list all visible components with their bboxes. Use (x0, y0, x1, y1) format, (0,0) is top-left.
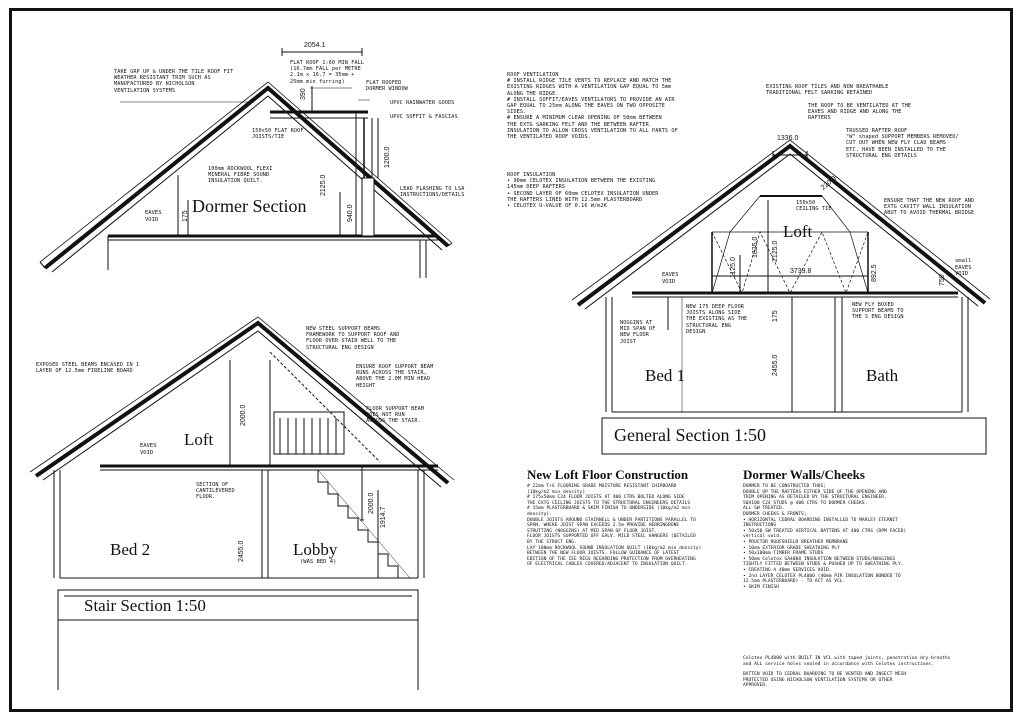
stair-lobby-sub: (WAS BED 4) (300, 559, 337, 565)
stair-dim-2455: 2455.0 (238, 540, 245, 562)
dormer-note-joists: 150x50 FLAT ROOF JOISTS/TIE (252, 128, 304, 141)
dormer-note-soffit: UPVC SOFFIT & FASCIAS (390, 114, 458, 120)
dormer-flat-roof-fall: FLAT ROOF 1:60 MIN FALL (16.7mm FALL per METRE 2.1m x 16.7 = 35mm + 25mm min furring) (290, 60, 365, 85)
dormer-section-title: Dormer Section (192, 196, 307, 216)
dormer-note-grp: TAKE GRP UP & UNDER THE TILE ROOF FIT WEATHER RESISTANT TRIM SUCH AS MANUFACTURED BY NICHOLSON VENTILATION SYSTEMS (114, 69, 234, 94)
stair-note-steel: NEW STEEL SUPPORT BEAMS FRAMEWORK TO SUPPORT ROOF AND FLOOR OVER STAIR WELL TO THE STRUCTURAL ENG DESIGN (306, 326, 400, 351)
general-dim-892: 892.5 (871, 264, 878, 282)
general-bed1-label: Bed 1 (645, 366, 686, 385)
general-note-joists: NEW 175 DEEP FLOOR JOISTS ALONG SIDE THE EXISTING AS THE STRUCTURAL ENG DESIGN (686, 304, 748, 335)
stair-note-roof-beam: ENSURE ROOF SUPPORT BEAM RUNS ACROSS THE STAIR, ABOVE THE 2.0M MIN HEAD HEIGHT (356, 364, 434, 389)
general-small-eaves: small EAVES VOID (955, 258, 972, 277)
stair-section-drawing (30, 317, 454, 578)
dormer-walls-text2: Celotex PL4000 with BUILT IN VCL with taped joints, penetration dry-breaths and ALL service holes sealed in accordance with Celotex instructions. (743, 656, 951, 667)
dormer-note-lead: LEAD FLASHING TO LSA INSTRUCTIONS/DETAILS (400, 186, 465, 199)
roof-ventilation-note: ROOF VENTILATION # INSTALL RIDGE TILE VENTS TO REPLACE AND MATCH THE EXISTING RIDGES WITH A VENTILATION GAP EQUAL TO 5mm ALONG THE RIDGE. # INSTALL SOFFIT/EAVES VENTILATORS TO PROVIDE AN AIR GAP EQUAL TO 25mm ALONG THE EAVES ON TWO OPPOSITE SIDES. # ENSURE A MINIMUM CLEAR OPENING OF 50mm BETWEEN THE EXTG SARKING FELT AND THE BETWEEN RAFTER INSULATION TO ALLOW CROSS VENTILATION TO ALL PARTS OF THE VENTILATED ROOF VOIDS. (507, 72, 678, 141)
dormer-dim-390: 390 (300, 88, 307, 100)
floor-construction-text: # 22mm T+G FLOORING GRADE MOISTURE RESISTANT CHIPBOARD (18kg/m2 min density) # 175x50mm C24 FLOOR JOISTS AT 400 CTRS BOLTED ALONG SIDE THE EXTG CEILING JOISTS TO THE STRUCTURAL ENGINEERS DETAILS # 15mm PLASTERBOARD & SKIM FINISH TO UNDERSIDE (10kg/m2 min density). DOUBLE JOISTS AROUND STAIRWELL & UNDER PARTITIONS PARALLEL TO SPAN. WHERE JOIST SPAN EXCEEDS 2.5m PROVIDE HERRINGBONE STRUTTING (NOGGINS) AT MID SPAN OF FLOOR JOIST. FLOOR JOISTS SUPPORTED OFF GALV. MILD STEEL HANGERS (DETAILED BY THE STRUCT ENG. LAY 100mm ROCKWOOL SOUND INSULATION QUILT (10kg/m2 min density) BETWEEN THE NEW FLOOR JOISTS. FOLLOW GUIDANCE OF LATEST EDITION OF THE IEE REGS REGARDING PROTECTION FROM OVERHEATING OF ELECTRICAL CABLES COVERED/ADJACENT TO INSULATION QUILT. (527, 484, 702, 568)
roof-insulation-note: ROOF INSULATION • 90mm CELOTEX INSULATION BETWEEN THE EXISTING 145mm DEEP RAFTERS • SECOND LAYER OF 60mm CELOTEX INSULATION UNDER THE RAFTERS LINED WITH 12.5mm PLASTERBOARD • CELOTEX U-VALUE OF 0.16 W/m2K (507, 172, 659, 210)
dormer-dim-940: 940.0 (347, 204, 354, 222)
stair-dim-2000b: 2000.0 (368, 492, 375, 514)
general-dim-2455: 2455.0 (772, 354, 779, 376)
general-note-tiles: EXISTING ROOF TILES AND NON BREATHABLE TRADITIONAL FELT SARKING RETAINED (766, 84, 889, 97)
general-note-vent: THE ROOF TO BE VENTILATED AT THE EAVES AND RIDGE AND ALONG THE RAFTERS (808, 103, 912, 122)
dormer-walls-text: DORMER TO BE CONSTRUCTED THUS; DOUBLE UP THE RAFTERS EITHER SIDE OF THE OPENING AND TRIM OPENING AS DETAILED BY THE STRUCTURAL ENGINEER. 50X100 C24 STUDS @ 400 CTRS TO DORMER CHEEKS. ALL SW TREATED. DORMER CHEEKS & FRONTS; • HORIZONTAL CEDRAL BOARDING INSTALLED TO MARLEY ETERNIT INSTRUCTIONS • 50x50 SW TREATED VERTICAL BATTENS AT 400 CTRS (DPM FACED) vertical void. • PROCTOR ROOFSHIELD BREATHER MEMBRANE • 10mm EXTERIOR GRADE SHEATHING PLY • 50x100mm TIMBER FRAME STUDS • 50mm Celotex GA4000 INSULATION BETWEEN STUDS/NOGGINGS TIGHTLY FITTED BETWEEN STUDS & PUSHED UP TO SHEATHING PLY. • CREATING A 40mm SERVICES VOID. • 2nd LAYER CELOTEX PL4000 (40mm PIR INSULATION BONDED TO 12.5mm PLASTERBOARD) - TO ACT AS VCL. • SKIM FINISH (743, 484, 907, 590)
general-eaves-void: EAVES VOID (662, 272, 679, 285)
stair-dim-2000a: 2000.0 (240, 404, 247, 426)
stair-bed2-label: Bed 2 (110, 540, 151, 559)
dormer-walls-text3: BATTEN VOID TO CEDRAL BOARDING TO BE VENTED AND INSECT MESH PROTECTED USING NICHOLSON VENTILATION SYSTEMS OR OTHER APPROVED. (743, 672, 907, 689)
dormer-note-rockwool: 100mm ROCKWOOL FLEXI MINERAL FIBRE SOUND INSULATION QUILT. (208, 166, 273, 185)
dormer-walls-heading: Dormer Walls/Cheeks (743, 467, 865, 482)
stair-lobby-label: Lobby (293, 540, 338, 559)
general-section-title: General Section 1:50 (614, 425, 766, 445)
stair-section-title: Stair Section 1:50 (84, 596, 206, 615)
stair-dim-1914: 1914.7 (380, 506, 387, 528)
dormer-dim-width: 2054.1 (304, 42, 326, 49)
general-note-truss: TRUSSED RAFTER ROOF "W" shaped SUPPORT MEMBERS REMOVED/ CUT OUT WHEN NEW FLY CLAD BEAMS ETC. HAVE BEEN INSTALLED TO THE STRUCTURAL ENG DETAILS (846, 128, 959, 159)
general-bath-label: Bath (866, 366, 899, 385)
general-note-noggins: NOGGINS AT MID SPAN OF NEW FLOOR JOIST (620, 320, 656, 345)
floor-construction-heading: New Loft Floor Construction (527, 467, 689, 482)
general-dim-220: 220.0 (819, 175, 838, 192)
stair-note-beams: EXPOSED STEEL BEAMS ENCASED IN 1 LAYER OF 12.5mm FIRELINE BOARD (36, 362, 140, 375)
stair-loft-label: Loft (184, 430, 214, 449)
general-note-cavity: ENSURE THAT THE NEW ROOF AND EXTG CAVITY WALL INSULATION ABUT TO AVOID THERMAL BRIDGE (884, 198, 975, 217)
general-dim-1336: 1336.0 (777, 135, 799, 142)
general-dim-3739: 3739.8 (790, 268, 812, 275)
general-loft-label: Loft (783, 222, 813, 241)
general-note-flybox: NEW FLY BOXED SUPPORT BEAMS TO THE S ENG DESIGN (852, 302, 904, 321)
dormer-eaves-void: EAVES VOID (145, 210, 162, 223)
dormer-dim-1200: 1200.0 (384, 146, 391, 168)
dormer-note-upvc: UPVC RAINWATER GOODS (390, 100, 455, 106)
general-dim-175: 175 (772, 310, 779, 322)
stair-note-cantilever: SECTION OF CANTILEVERED FLOOR. (196, 482, 235, 501)
general-dim-2125: 2125.0 (772, 240, 779, 262)
dormer-note-flat: FLAT ROOFED DORMER WINDOW (366, 80, 408, 93)
stair-note-floor-beam: FLOOR SUPPORT BEAM DOES NOT RUN ACROSS THE STAIR. (366, 406, 425, 425)
stair-eaves-void: EAVES VOID (140, 443, 157, 456)
dormer-dim-2125: 2125.0 (320, 174, 327, 196)
general-note-ceiling: 150x50 CEILING TIE (796, 200, 832, 213)
general-dim-1125: 1125.0 (730, 257, 737, 278)
dormer-dim-175: 175 (182, 210, 189, 222)
general-dim-1825: 1825.0 (752, 236, 759, 258)
general-dim-750: 750 (939, 274, 946, 286)
